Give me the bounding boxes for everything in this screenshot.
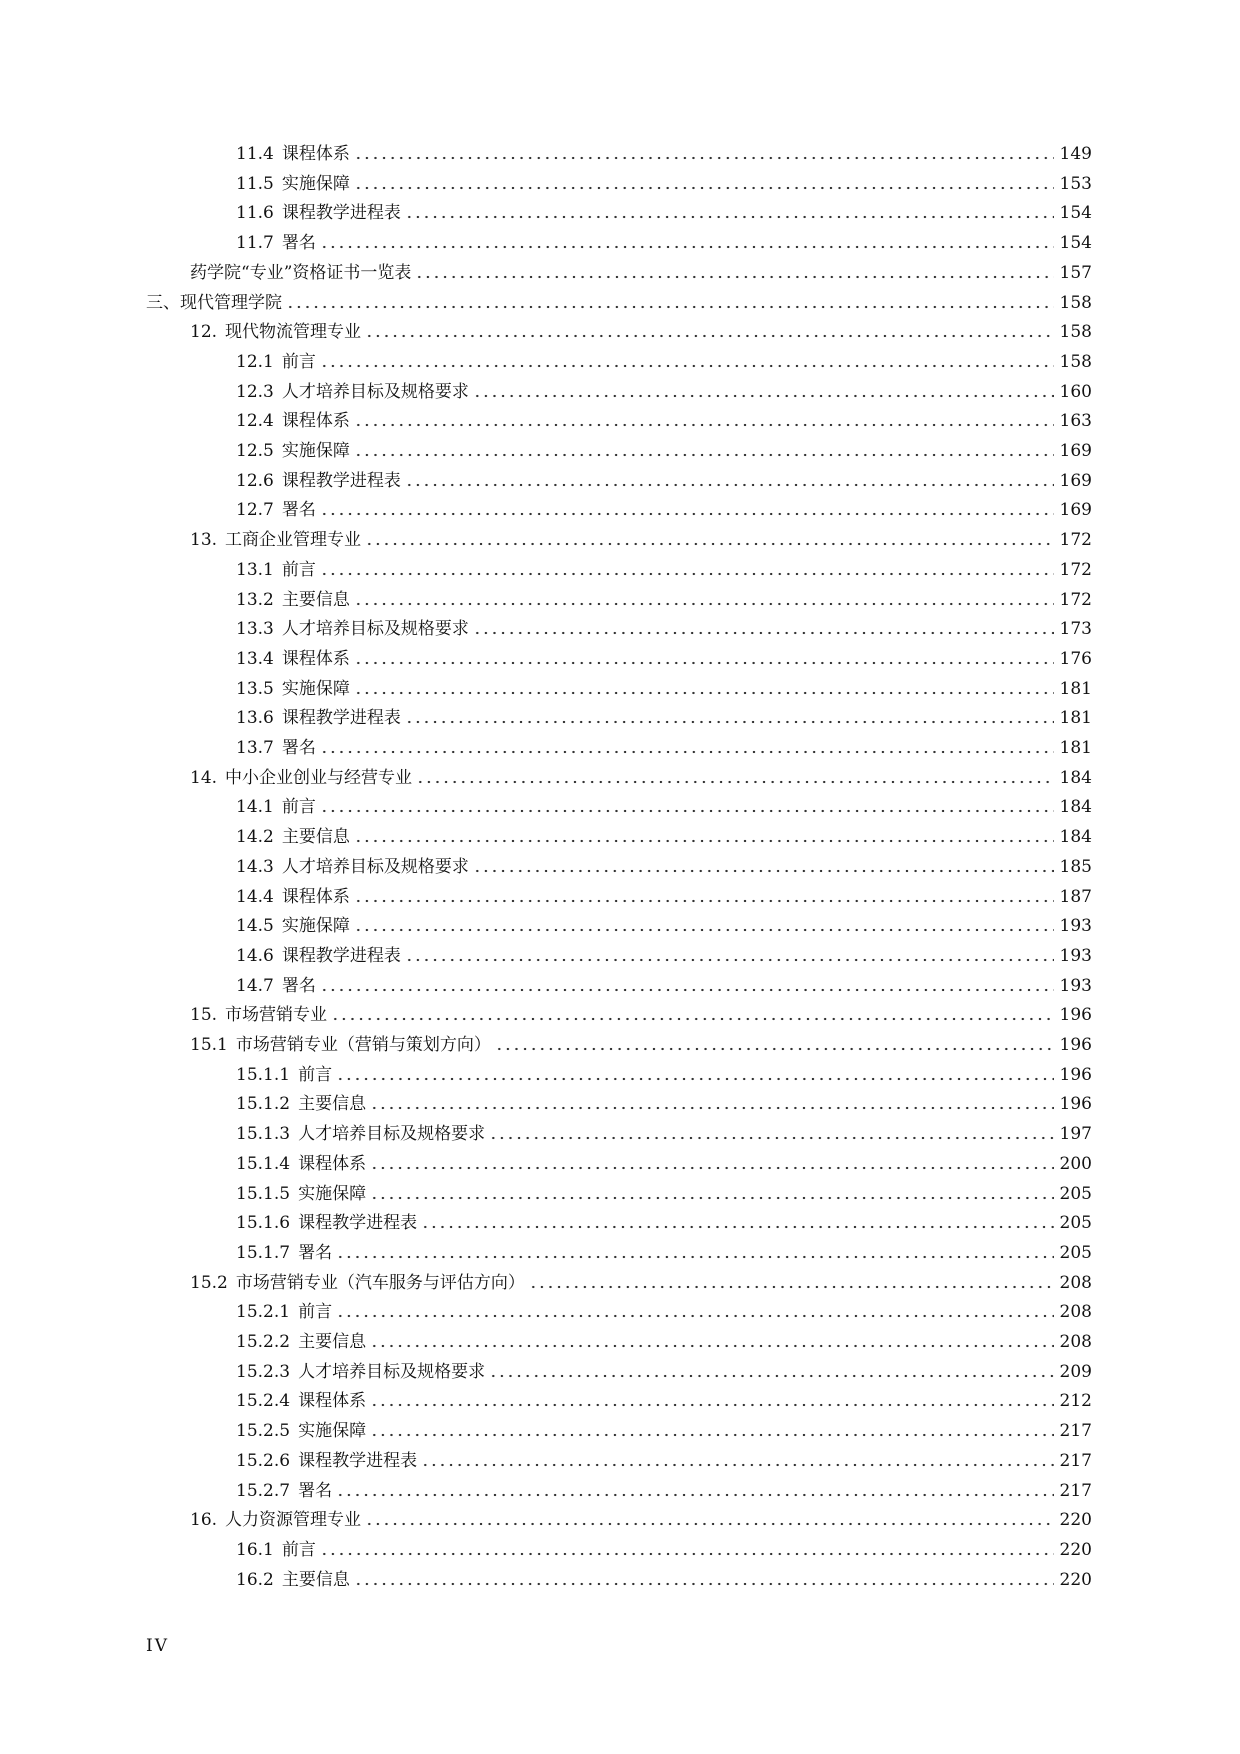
- toc-entry[interactable]: [190, 759, 1092, 789]
- toc-entry-number: 12.: [190, 322, 218, 343]
- toc-entry-title: 主要信息: [281, 1569, 350, 1590]
- toc-entry-number: 16.1: [236, 1539, 274, 1560]
- toc-entry[interactable]: [236, 818, 1092, 848]
- toc-entry-title: 课程教学进程表: [281, 708, 401, 729]
- toc-dot-leader: [370, 1344, 1054, 1348]
- toc-entry-page-number: 187: [1059, 886, 1092, 907]
- toc-dot-leader: [354, 423, 1054, 427]
- toc-entry[interactable]: [236, 878, 1092, 908]
- toc-entry[interactable]: [236, 1115, 1092, 1145]
- toc-dot-leader: [405, 720, 1054, 724]
- toc-entry-title: 前言: [281, 1539, 316, 1560]
- toc-entry-number: 13.1: [236, 559, 274, 580]
- toc-entry-page-number: 172: [1059, 559, 1092, 580]
- toc-entry-number: 15.2.6: [236, 1450, 291, 1471]
- toc-dot-leader: [320, 750, 1054, 754]
- toc-entry[interactable]: [236, 670, 1092, 700]
- toc-entry-title: 人才培养目标及规格要求: [281, 856, 469, 877]
- toc-entry-title: 课程体系: [281, 648, 350, 669]
- toc-entry-title: 人才培养目标及规格要求: [281, 381, 469, 402]
- toc-entry-title: 前言: [281, 351, 316, 372]
- toc-entry[interactable]: [236, 1145, 1092, 1175]
- toc-entry[interactable]: [236, 1323, 1092, 1353]
- toc-entry-page-number: 160: [1059, 381, 1092, 402]
- toc-entry[interactable]: [236, 1175, 1092, 1205]
- toc-entry-title: 市场营销专业（营销与策划方向）: [235, 1035, 491, 1055]
- toc-entry-page-number: 193: [1059, 916, 1092, 937]
- toc-dot-leader: [336, 1314, 1054, 1318]
- toc-entry-number: 14.6: [236, 945, 274, 966]
- toc-dot-leader: [365, 542, 1054, 546]
- toc-entry-number: 15.1.5: [236, 1183, 291, 1204]
- toc-entry-page-number: 217: [1059, 1480, 1092, 1501]
- toc-entry-number: 13.: [190, 530, 218, 551]
- toc-entry[interactable]: [236, 1056, 1092, 1086]
- toc-entry-page-number: 181: [1059, 708, 1092, 729]
- toc-entry-title: 前言: [281, 559, 316, 580]
- toc-entry[interactable]: [236, 967, 1092, 997]
- toc-entry-page-number: 181: [1059, 678, 1092, 699]
- toc-dot-leader: [421, 1225, 1054, 1229]
- toc-entry-page-number: 220: [1059, 1539, 1092, 1560]
- toc-entry-page-number: 205: [1059, 1183, 1092, 1204]
- toc-entry-title: 前言: [281, 797, 316, 818]
- toc-entry-title: 实施保障: [281, 916, 350, 937]
- toc-dot-leader: [370, 1166, 1054, 1170]
- toc-entry-page-number: 196: [1059, 1094, 1092, 1115]
- toc-entry-page-number: 169: [1059, 441, 1092, 461]
- toc-dot-leader: [354, 839, 1054, 843]
- toc-entry[interactable]: [236, 1442, 1092, 1472]
- toc-entry-page-number: 193: [1059, 945, 1092, 966]
- toc-entry[interactable]: [236, 432, 1092, 462]
- toc-entry-title: 课程体系: [281, 144, 350, 164]
- toc-entry-title: 署名: [298, 1480, 333, 1501]
- toc-entry[interactable]: [236, 788, 1092, 818]
- toc-entry-page-number: 153: [1059, 173, 1092, 194]
- toc-entry[interactable]: [236, 165, 1092, 195]
- toc-entry-page-number: 158: [1059, 292, 1092, 313]
- toc-entry[interactable]: [236, 462, 1092, 492]
- toc-entry[interactable]: [236, 551, 1092, 581]
- toc-entry-page-number: 157: [1059, 262, 1092, 283]
- toc-entry-page-number: 196: [1059, 1035, 1092, 1055]
- toc-entry-title: 课程教学进程表: [281, 203, 401, 224]
- toc-entry-page-number: 196: [1059, 1064, 1092, 1085]
- toc-entry-title: 署名: [281, 975, 316, 996]
- toc-entry[interactable]: [190, 313, 1092, 343]
- toc-entry-number: 11.6: [236, 203, 274, 224]
- toc-entry-number: 15.2.2: [236, 1332, 291, 1352]
- toc-entry-title: 实施保障: [281, 441, 350, 461]
- toc-dot-leader: [354, 156, 1054, 160]
- toc-entry-page-number: 205: [1059, 1242, 1092, 1263]
- toc-entry-number: 12.4: [236, 411, 274, 432]
- toc-dot-leader: [405, 215, 1054, 219]
- toc-entry-title: 实施保障: [281, 173, 350, 194]
- toc-entry-title: 人才培养目标及规格要求: [298, 1124, 486, 1145]
- toc-entry-number: 12.7: [236, 500, 274, 521]
- toc-entry-title: 前言: [298, 1064, 333, 1085]
- toc-entry-title: 署名: [298, 1242, 333, 1263]
- toc-entry-title: 主要信息: [298, 1332, 367, 1352]
- toc-entry[interactable]: [236, 699, 1092, 729]
- toc-dot-leader: [473, 869, 1054, 873]
- toc-dot-leader: [370, 1433, 1054, 1437]
- toc-entry-title: 署名: [281, 738, 316, 758]
- toc-dot-leader: [405, 483, 1054, 487]
- toc-entry-title: 课程体系: [281, 411, 350, 432]
- toc-entry-number: 15.1.4: [236, 1153, 291, 1174]
- toc-entry-number: 15.: [190, 1005, 218, 1026]
- toc-entry-page-number: 163: [1059, 411, 1092, 432]
- page-number-footer: IV: [146, 1636, 169, 1656]
- toc-entry-page-number: 220: [1059, 1510, 1092, 1531]
- toc-entry-number: 15.1: [190, 1035, 228, 1055]
- toc-entry-page-number: 212: [1059, 1391, 1092, 1412]
- toc-entry-title: 三、现代管理学院: [146, 292, 282, 313]
- toc-entry-page-number: 193: [1059, 975, 1092, 996]
- toc-entry-number: 16.2: [236, 1569, 274, 1590]
- toc-entry-number: 15.1.1: [236, 1064, 291, 1085]
- toc-entry-number: 14.1: [236, 797, 274, 818]
- toc-entry-page-number: 217: [1059, 1421, 1092, 1442]
- toc-entry-number: 13.3: [236, 619, 274, 640]
- toc-entry[interactable]: [236, 937, 1092, 967]
- toc-dot-leader: [320, 245, 1054, 249]
- toc-entry-title: 课程体系: [298, 1153, 367, 1174]
- toc-entry-title: 前言: [298, 1302, 333, 1323]
- toc-entry-page-number: 158: [1059, 351, 1092, 372]
- toc-entry-number: 12.5: [236, 441, 274, 461]
- toc-entry-title: 人才培养目标及规格要求: [298, 1361, 486, 1382]
- toc-dot-leader: [354, 899, 1054, 903]
- toc-entry-number: 11.7: [236, 233, 274, 254]
- toc-entry-title: 实施保障: [298, 1421, 367, 1442]
- toc-entry-page-number: 169: [1059, 500, 1092, 521]
- toc-entry-number: 14.5: [236, 916, 274, 937]
- toc-entry-title: 市场营销专业: [225, 1005, 328, 1026]
- toc-entry-page-number: 208: [1059, 1332, 1092, 1352]
- toc-entry-number: 14.2: [236, 827, 274, 848]
- toc-entry[interactable]: [236, 1353, 1092, 1383]
- toc-dot-leader: [336, 1077, 1054, 1081]
- toc-entry-page-number: 209: [1059, 1361, 1092, 1382]
- toc-dot-leader: [354, 453, 1054, 457]
- toc-dot-leader: [354, 602, 1054, 606]
- toc-entry-number: 15.1.2: [236, 1094, 291, 1115]
- toc-entry-title: 实施保障: [298, 1183, 367, 1204]
- toc-entry-number: 11.5: [236, 173, 274, 194]
- toc-dot-leader: [415, 275, 1054, 279]
- toc-entry-title: 人力资源管理专业: [225, 1510, 362, 1531]
- toc-dot-leader: [421, 1463, 1054, 1467]
- toc-entry-number: 13.5: [236, 678, 274, 699]
- toc-entry-page-number: 196: [1059, 1005, 1092, 1026]
- toc-entry-page-number: 184: [1059, 827, 1092, 848]
- toc-entry-number: 14.: [190, 767, 218, 788]
- toc-entry-title: 署名: [281, 233, 316, 254]
- toc-entry[interactable]: [236, 1293, 1092, 1323]
- toc-entry-page-number: 184: [1059, 797, 1092, 818]
- toc-entry-title: 人才培养目标及规格要求: [281, 619, 469, 640]
- toc-dot-leader: [320, 512, 1054, 516]
- toc-dot-leader: [489, 1136, 1054, 1140]
- toc-entry[interactable]: [236, 1561, 1092, 1591]
- toc-entry-page-number: 176: [1059, 648, 1092, 669]
- toc-entry-page-number: 154: [1059, 233, 1092, 254]
- toc-entry[interactable]: [236, 402, 1092, 432]
- toc-entry-page-number: 158: [1059, 322, 1092, 343]
- toc-entry-title: 主要信息: [281, 589, 350, 610]
- toc-entry[interactable]: [236, 729, 1092, 759]
- toc-dot-leader: [286, 305, 1054, 309]
- toc-dot-leader: [320, 1552, 1054, 1556]
- toc-entry[interactable]: [236, 1472, 1092, 1502]
- toc-entry-page-number: 197: [1059, 1124, 1092, 1145]
- toc-dot-leader: [354, 691, 1054, 695]
- toc-dot-leader: [354, 661, 1054, 665]
- toc-entry-number: 13.2: [236, 589, 274, 610]
- toc-entry-number: 12.1: [236, 351, 274, 372]
- toc-entry[interactable]: [190, 996, 1092, 1026]
- toc-entry-page-number: 205: [1059, 1213, 1092, 1234]
- toc-entry-number: 15.2.4: [236, 1391, 291, 1412]
- toc-entry-number: 15.2.3: [236, 1361, 291, 1382]
- toc-entry-page-number: 208: [1059, 1272, 1092, 1293]
- toc-dot-leader: [354, 1582, 1054, 1586]
- toc-entry-title: 署名: [281, 500, 316, 521]
- toc-dot-leader: [331, 1017, 1054, 1021]
- toc-entry-number: 13.6: [236, 708, 274, 729]
- toc-entry-number: 14.7: [236, 975, 274, 996]
- toc-dot-leader: [370, 1403, 1054, 1407]
- toc-dot-leader: [336, 1493, 1054, 1497]
- toc-entry-number: 15.2.5: [236, 1421, 291, 1442]
- toc-entry-page-number: 149: [1059, 144, 1092, 164]
- toc-entry[interactable]: [190, 1264, 1092, 1294]
- toc-entry[interactable]: [236, 194, 1092, 224]
- toc-dot-leader: [473, 631, 1054, 635]
- toc-entry[interactable]: [236, 907, 1092, 937]
- toc-entry-title: 课程教学进程表: [281, 470, 401, 491]
- toc-entry-number: 15.2.7: [236, 1480, 291, 1501]
- toc-entry[interactable]: [236, 581, 1092, 611]
- toc-dot-leader: [370, 1196, 1054, 1200]
- toc-entry-page-number: 173: [1059, 619, 1092, 640]
- toc-entry[interactable]: [236, 135, 1092, 165]
- toc-dot-leader: [495, 1047, 1054, 1051]
- toc-dot-leader: [365, 334, 1054, 338]
- toc-entry-title: 课程体系: [281, 886, 350, 907]
- toc-entry[interactable]: [236, 1382, 1092, 1412]
- toc-entry-number: 15.2.1: [236, 1302, 291, 1323]
- toc-entry-page-number: 181: [1059, 738, 1092, 758]
- toc-entry-page-number: 172: [1059, 589, 1092, 610]
- toc-entry[interactable]: [236, 224, 1092, 254]
- toc-entry-number: 12.3: [236, 381, 274, 402]
- toc-entry-title: 市场营销专业（汽车服务与评估方向）: [235, 1272, 525, 1293]
- toc-entry[interactable]: [236, 1234, 1092, 1264]
- toc-dot-leader: [416, 780, 1054, 784]
- toc-dot-leader: [354, 928, 1054, 932]
- toc-entry[interactable]: [190, 1501, 1092, 1531]
- toc-entry-title: 中小企业创业与经营专业: [225, 767, 413, 788]
- toc-entry-title: 课程体系: [298, 1391, 367, 1412]
- toc-entry-number: 15.1.7: [236, 1242, 291, 1263]
- toc-dot-leader: [320, 988, 1054, 992]
- toc-dot-leader: [320, 572, 1054, 576]
- toc-entry-number: 11.4: [236, 144, 274, 164]
- toc-entry[interactable]: [190, 1026, 1092, 1056]
- toc-entry[interactable]: [190, 521, 1092, 551]
- toc-entry-title: 主要信息: [281, 827, 350, 848]
- toc-entry-title: 工商企业管理专业: [225, 530, 362, 551]
- toc-entry-page-number: 200: [1059, 1153, 1092, 1174]
- toc-entry-page-number: 172: [1059, 530, 1092, 551]
- toc-entry-page-number: 169: [1059, 470, 1092, 491]
- toc-entry[interactable]: [146, 284, 1092, 314]
- toc-entry[interactable]: [236, 1204, 1092, 1234]
- toc-entry-number: 14.4: [236, 886, 274, 907]
- toc-entry-number: 15.2: [190, 1272, 228, 1293]
- toc-entry[interactable]: [236, 610, 1092, 640]
- toc-entry-number: 15.1.6: [236, 1213, 291, 1234]
- toc-entry-page-number: 217: [1059, 1450, 1092, 1471]
- toc-entry-number: 13.4: [236, 648, 274, 669]
- toc-entry[interactable]: [236, 373, 1092, 403]
- toc-entry[interactable]: [236, 848, 1092, 878]
- toc-entry-title: 药学院“专业”资格证书一览表: [190, 262, 412, 283]
- toc-entry-number: 16.: [190, 1510, 218, 1531]
- toc-dot-leader: [529, 1285, 1054, 1289]
- toc-entry[interactable]: [236, 1531, 1092, 1561]
- toc-entry-page-number: 154: [1059, 203, 1092, 224]
- toc-entry-page-number: 184: [1059, 767, 1092, 788]
- toc-entry-page-number: 185: [1059, 856, 1092, 877]
- toc-entry-number: 15.1.3: [236, 1124, 291, 1145]
- toc-entry[interactable]: [190, 254, 1092, 284]
- toc-dot-leader: [405, 958, 1054, 962]
- toc-dot-leader: [370, 1106, 1054, 1110]
- toc-entry-number: 14.3: [236, 856, 274, 877]
- toc-dot-leader: [489, 1374, 1054, 1378]
- toc-dot-leader: [365, 1522, 1054, 1526]
- toc-entry-title: 课程教学进程表: [281, 945, 401, 966]
- toc-entry-title: 实施保障: [281, 678, 350, 699]
- toc-dot-leader: [336, 1255, 1054, 1259]
- toc-entry-page-number: 208: [1059, 1302, 1092, 1323]
- toc-entry-title: 现代物流管理专业: [225, 322, 362, 343]
- toc-dot-leader: [473, 394, 1054, 398]
- toc-entry[interactable]: [236, 640, 1092, 670]
- toc-dot-leader: [354, 186, 1054, 190]
- toc-entry-title: 课程教学进程表: [298, 1450, 418, 1471]
- toc-entry-title: 主要信息: [298, 1094, 367, 1115]
- toc-dot-leader: [320, 364, 1054, 368]
- toc-entry-number: 13.7: [236, 738, 274, 758]
- toc-entry[interactable]: [236, 1085, 1092, 1115]
- toc-dot-leader: [320, 809, 1054, 813]
- toc-entry[interactable]: [236, 343, 1092, 373]
- toc-entry[interactable]: [236, 1412, 1092, 1442]
- toc-entry-number: 12.6: [236, 470, 274, 491]
- toc-entry[interactable]: [236, 491, 1092, 521]
- toc-entry-page-number: 220: [1059, 1569, 1092, 1590]
- toc-entry-title: 课程教学进程表: [298, 1213, 418, 1234]
